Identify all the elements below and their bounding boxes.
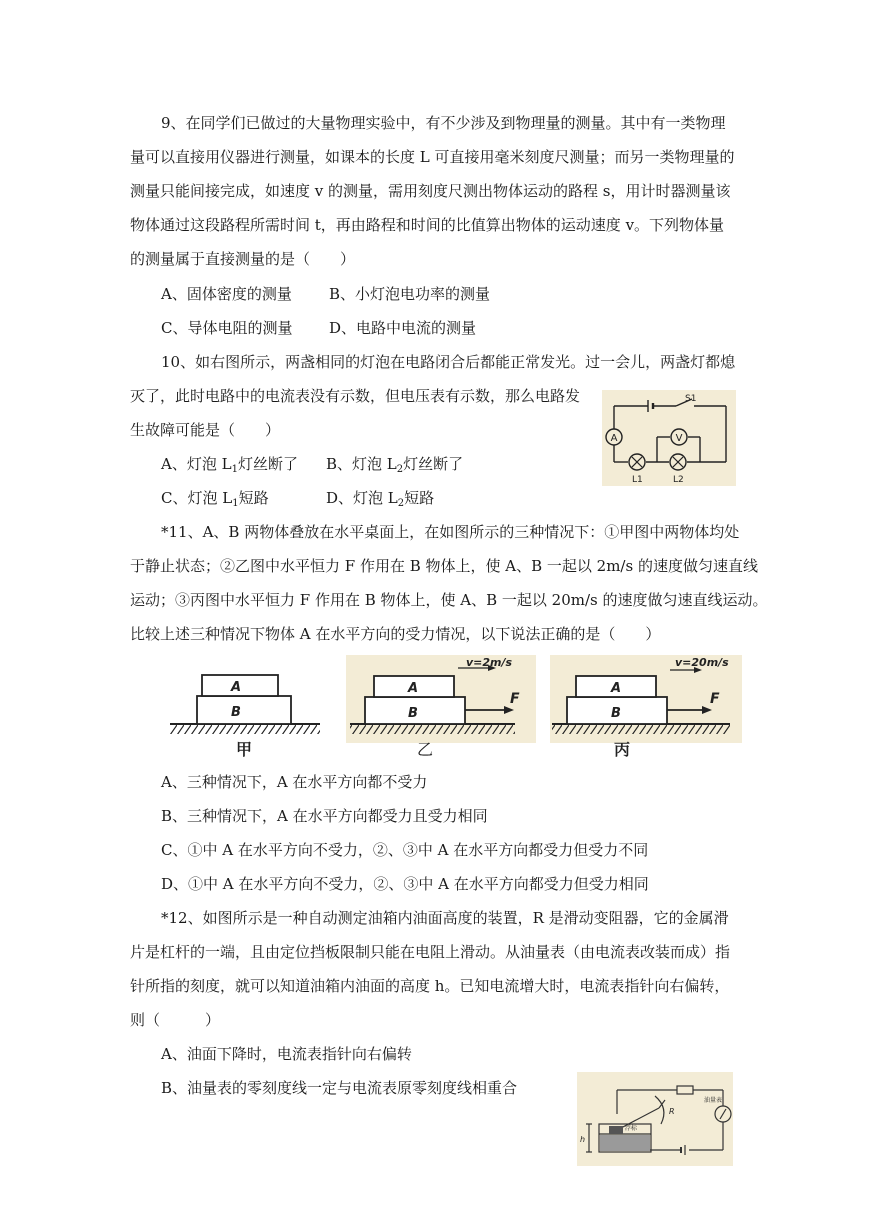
float-icon — [609, 1126, 623, 1134]
q12-option-b: B、油量表的零刻度线一定与电流表原零刻度线相重合 — [161, 1079, 518, 1097]
switch-label: S1 — [685, 394, 697, 404]
q12-line-2: 片是杠杆的一端，且由定位挡板限制只能在电阻上滑动。从油量表（由电流表改装而成）指 — [130, 943, 731, 961]
q10-line-2: 灭了，此时电路中的电流表没有示数，但电压表有示数，那么电路发 — [130, 387, 581, 405]
voltmeter-icon — [671, 429, 687, 445]
yi-force: F — [510, 691, 520, 707]
q11-option-b: B、三种情况下，A 在水平方向都受力且受力相同 — [161, 807, 488, 825]
q10-circuit-figure — [602, 390, 736, 486]
q11-option-a: A、三种情况下，A 在水平方向都不受力 — [161, 773, 428, 791]
q9-option-d: D、电路中电流的测量 — [329, 319, 477, 337]
ammeter-icon — [606, 429, 622, 445]
bing-force: F — [710, 691, 720, 707]
q9-option-a: A、固体密度的测量 — [161, 285, 292, 303]
yi-block-a: A — [407, 681, 419, 696]
q10-option-a: A、灯泡 $L_1$灯丝断了 — [161, 455, 298, 475]
figure-jia — [170, 675, 320, 759]
figure-yi — [346, 655, 536, 759]
lamp-l1-icon — [629, 454, 645, 470]
figure-bing — [550, 655, 742, 759]
height-label: h — [580, 1135, 586, 1144]
float-label: 浮标 — [625, 1125, 638, 1132]
q9-line-5: 的测量属于直接测量的是（ ） — [130, 250, 356, 268]
q11-line-1: *11、A、B 两物体叠放在水平桌面上，在如图所示的三种情况下：①甲图中两物体均处 — [161, 523, 740, 541]
q9-option-b: B、小灯泡电功率的测量 — [329, 285, 491, 303]
oil-meter-icon — [715, 1106, 731, 1122]
q9-line-4: 物体通过这段路程所需时间 t，再由路程和时间的比值算出物体的运动速度 v。下列物体量 — [130, 216, 725, 234]
q12-line-3: 针所指的刻度，就可以知道油箱内油面的高度 h。已知电流增大时，电流表指针向右偏转， — [130, 977, 730, 995]
q9-line-2: 量可以直接用仪器进行测量，如课本的长度 L 可直接用毫米刻度尺测量；而另一类物理量的 — [130, 148, 735, 166]
q10-option-b: B、灯泡 $L_2$灯丝断了 — [326, 455, 464, 475]
q12-oil-gauge-figure — [577, 1072, 733, 1166]
jia-caption: 甲 — [235, 740, 253, 759]
bing-velocity: v=20m/s — [675, 656, 729, 669]
q11-line-3: 运动；③丙图中水平恒力 F 作用在 B 物体上，使 A、B 一起以 20m/s 的速度做匀速直线运动。 — [130, 591, 768, 609]
svg-text:V: V — [675, 433, 683, 444]
q9-line-3: 测量只能间接完成，如速度 v 的测量，需用刻度尺测出物体运动的路程 s，用计时器测量该 — [130, 182, 731, 200]
lamp-l2-icon — [670, 454, 686, 470]
q10-option-c: C、灯泡 $L_1$短路 — [161, 489, 269, 509]
q10-line-1: 10、如右图所示，两盏相同的灯泡在电路闭合后都能正常发光。过一会儿，两盏灯都熄 — [161, 353, 736, 371]
q11-figures — [170, 655, 742, 765]
q10-option-d: D、灯泡 $L_2$短路 — [326, 489, 435, 509]
lamp-l2-label: L2 — [673, 475, 684, 485]
q11-line-4: 比较上述三种情况下物体 A 在水平方向的受力情况，以下说法正确的是（ ） — [130, 625, 661, 643]
q10-line-3: 生故障可能是（ ） — [130, 421, 281, 439]
q11-option-c: C、①中 A 在水平方向不受力，②、③中 A 在水平方向都受力但受力不同 — [161, 841, 649, 859]
svg-text:A: A — [610, 433, 618, 444]
resistor-label: R — [669, 1107, 675, 1116]
q11-option-d: D、①中 A 在水平方向不受力，②、③中 A 在水平方向都受力但受力相同 — [161, 875, 649, 893]
bing-caption: 丙 — [613, 740, 631, 759]
meter-label: 油量表 — [704, 1097, 723, 1104]
bing-block-b: B — [611, 706, 621, 721]
yi-block-b: B — [408, 706, 418, 721]
lamp-l1-label: L1 — [632, 475, 643, 485]
q12-line-4: 则（ ） — [130, 1011, 221, 1029]
q12-option-a: A、油面下降时，电流表指针向右偏转 — [161, 1045, 412, 1063]
q12-line-1: *12、如图所示是一种自动测定油箱内油面高度的装置，R 是滑动变阻器，它的金属滑 — [161, 909, 729, 927]
jia-block-b: B — [231, 705, 241, 720]
q9-line-1: 9、在同学们已做过的大量物理实验中，有不少涉及到物理量的测量。其中有一类物理 — [161, 114, 726, 132]
q11-line-2: 于静止状态；②乙图中水平恒力 F 作用在 B 物体上，使 A、B 一起以 2m/s 的速度做匀速直线 — [130, 557, 758, 575]
jia-block-a: A — [230, 680, 242, 695]
yi-caption: 乙 — [416, 740, 434, 759]
bing-block-a: A — [610, 681, 622, 696]
q9-option-c: C、导体电阻的测量 — [161, 319, 293, 337]
yi-velocity: v=2m/s — [466, 656, 513, 669]
